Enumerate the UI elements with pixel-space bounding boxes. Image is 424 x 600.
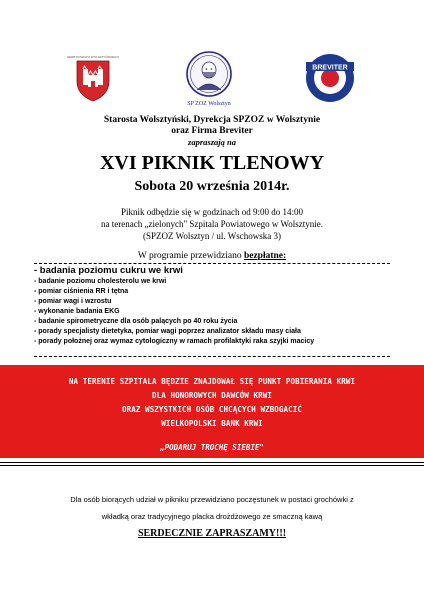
dashed-divider-top (34, 263, 390, 264)
county-crest-caption: HERB POWIATU WOLSZTYŃSKIEGO (67, 55, 119, 59)
banner-line: DLA HONOROWYCH DAWCÓW KRWI (152, 391, 272, 400)
event-hours: Piknik odbędzie się w godzinach od 9:00 do 14:00 (121, 207, 303, 217)
program-intro-text: W programie przewidziano (137, 251, 242, 261)
service-item: - porady specjalisty dietetyka, pomiar wagi poprzez analizator składu masy ciała (34, 328, 301, 335)
service-item: - badanie spirometryczne dla osób palących po 40 roku życia (34, 318, 238, 325)
breviter-wordmark: BREVITER (312, 64, 348, 72)
service-item: - badanie poziomu cholesterolu we krwi (34, 278, 167, 285)
breviter-roundel-icon (304, 52, 356, 104)
banner-line: NA TERENIE SZPITALA BĘDZIE ZNAJDOWAŁ SIĘ PUNKT POBIERANIA KRWI (68, 377, 356, 386)
invitation-closing: SERDECZNIE ZAPRASZAMY!!! (137, 528, 287, 539)
service-item: - pomiar ciśnienia RR i tętna (34, 288, 129, 295)
dashed-divider-bottom (34, 356, 390, 357)
organizers-line: Starosta Wolsztyński, Dyrekcja SPZOZ w Wolsztynie (103, 115, 321, 125)
crest-shield-icon (63, 55, 123, 105)
service-item: - pomiar wagi i wzrostu (34, 298, 112, 305)
event-title: XVI PIKNIK TLENOWY (99, 152, 325, 174)
blood-donation-banner (0, 365, 424, 458)
county-crest-logo (63, 55, 123, 105)
service-item: - badania poziomu cukru we krwi (34, 265, 183, 276)
service-item: - porady położnej oraz wymaz cytologiczny w ramach profilaktyki raka szyjki macicy (34, 338, 315, 345)
banner-line: ORAZ WSZYSTKICH OSÓB CHCĄCYCH WZBOGACIĆ (122, 405, 302, 414)
refreshments-line-2: wkładką oraz tradycyjnego placka drożdżowego ze smaczną kawą (101, 512, 323, 521)
portrait-medallion-icon (177, 50, 241, 100)
refreshments-line: Dla osób biorących udział w pikniku przewidziano poczęstunek w postaci grochówki z (70, 495, 354, 504)
banner-rule-top (0, 462, 424, 463)
invite-line: zapraszają na (188, 137, 236, 147)
spzoz-caption: SP ZOZ Wolsztyn (187, 101, 231, 107)
service-item: - wykonanie badania EKG (34, 308, 120, 315)
banner-rule-bottom (0, 465, 424, 466)
banner-line: WIELKOPOLSKI BANK KRWI (161, 419, 263, 428)
program-intro (0, 251, 424, 261)
banner-slogan: „PODARUJ TROCHĘ SIEBIE" (160, 443, 264, 452)
event-address: (SPZOZ Wolsztyn / ul. Wschowska 3) (143, 231, 281, 241)
event-date: Sobota 20 września 2014r. (134, 179, 290, 194)
program-free-label: bezpłatne: (243, 251, 287, 261)
spzoz-logo (177, 50, 241, 108)
organizers-line-2: oraz Firma Breviter (171, 126, 253, 136)
event-venue: na terenach „zielonych" Szpitala Powiatowego w Wolsztynie. (101, 219, 323, 229)
breviter-logo (304, 52, 356, 104)
services-list (34, 265, 394, 347)
